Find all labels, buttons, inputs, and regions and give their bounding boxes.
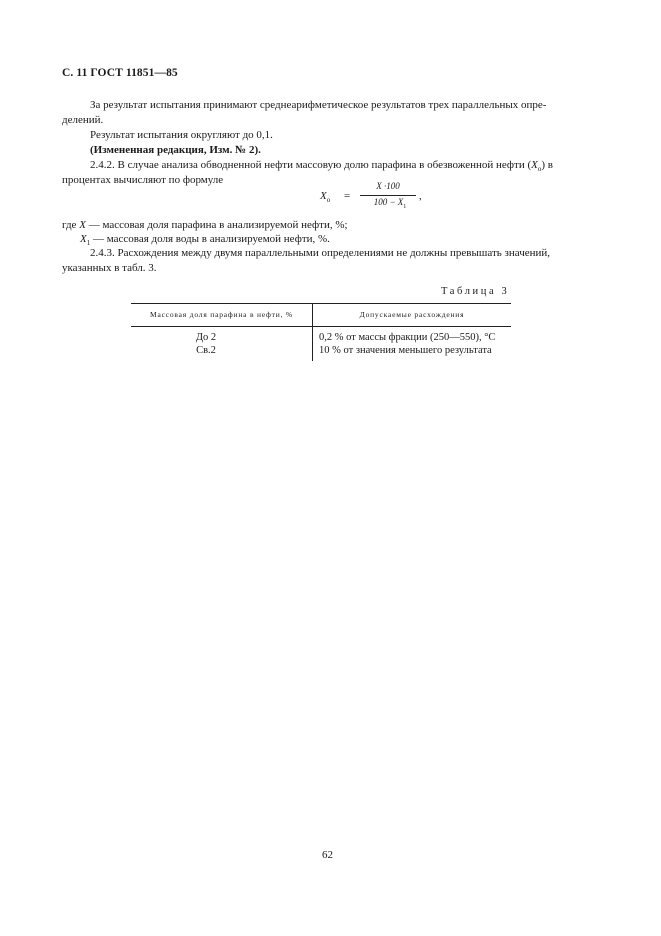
paragraph-242-line2: процентах вычисляют по формуле <box>62 174 224 186</box>
paragraph-242-text-b: ) в <box>541 159 553 171</box>
definition-x1-text: — массовая доля воды в анализируемой нефти, %. <box>92 233 330 245</box>
formula-numerator: X ·100 <box>376 181 400 191</box>
paragraph-242-text-a: 2.4.2. В случае анализа обводненной нефти массовую долю парафина в обезвоженной нефти ( <box>90 159 532 171</box>
paragraph-242-var-sub: о <box>537 165 542 174</box>
definition-x-text: — массовая доля парафина в анализируемой нефти, %; <box>88 219 348 231</box>
table-row-2-mass: Св.2 <box>196 345 216 356</box>
definition-x: где X — массовая доля парафина в анализируемой нефти, %; <box>62 219 348 231</box>
paragraph-result-line1: За результат испытания принимают среднеарифметическое результатов трех параллельных опре- <box>90 99 547 111</box>
table-row-1-mass: До 2 <box>195 332 217 343</box>
paragraph-rounding: Результат испытания округляют до 0,1. <box>90 129 273 141</box>
paragraph-result-line2: делений. <box>62 114 104 126</box>
amendment-note: (Измененная редакция, Изм. № 2). <box>90 144 261 156</box>
formula-lhs: $X_о$ <box>320 190 331 205</box>
page-header: С. 11 ГОСТ 11851—85 <box>62 67 178 79</box>
paragraph-243-line2: указанных в табл. 3. <box>62 262 157 274</box>
paragraph-243-line1: 2.4.3. Расхождения между двумя параллельными определениями не должны превышать значений, <box>90 247 551 259</box>
page-number: 62 <box>322 849 333 861</box>
formula-comma: , <box>419 190 422 202</box>
table-row-2-tolerance: 10 % от значения меньшего результата <box>319 345 492 356</box>
paragraph-242-var: X <box>531 159 538 171</box>
formula-equals: = <box>344 190 351 202</box>
formula-denominator: $100 - X_1$ <box>373 197 407 210</box>
formula-fraction-bar <box>360 195 416 196</box>
table-caption: Таблица 3 <box>441 286 510 297</box>
paragraph-result <box>62 98 600 128</box>
table-top-rule <box>131 303 511 304</box>
table-column-divider <box>312 303 313 361</box>
formula <box>318 181 438 211</box>
definition-x1-var: X <box>80 233 87 245</box>
table-header-mass-fraction: Массовая доля парафина в нефти, % <box>150 310 293 319</box>
table-row-1-tolerance: 0,2 % от массы фракции (250—550), °С <box>319 332 496 343</box>
definition-x-var: X <box>79 219 86 231</box>
table-header-tolerance: Допускаемые расхождения <box>359 310 465 319</box>
definition-x1-sub: 1 <box>86 239 91 248</box>
table-header-rule <box>131 326 511 327</box>
